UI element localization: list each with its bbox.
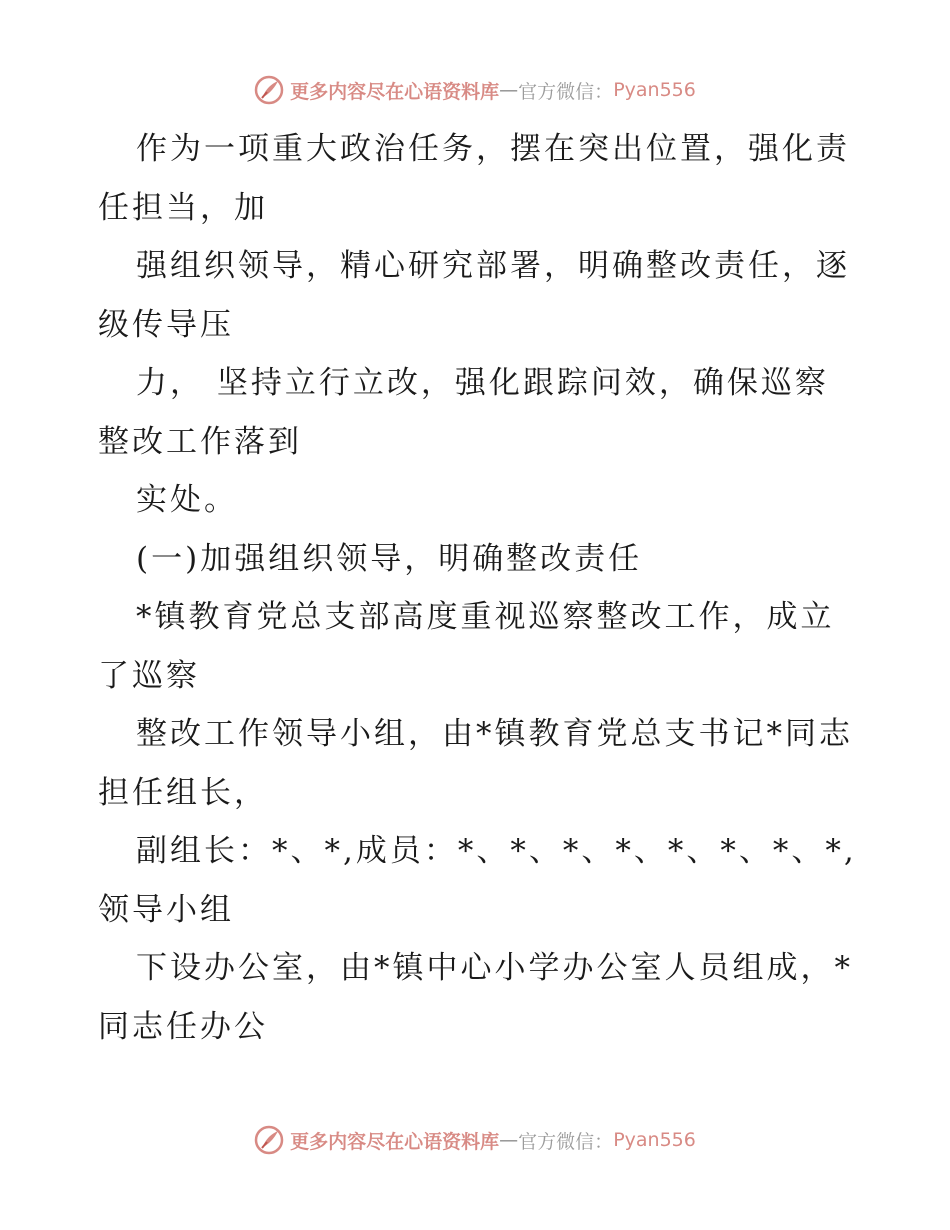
watermark-dash: —	[499, 79, 519, 101]
watermark-dash: —	[499, 1129, 519, 1151]
document-line: 力， 坚持立行立改，强化跟踪问效，确保巡察	[136, 365, 829, 401]
document-line: 副组长：*、*,成员：*、*、*、*、*、*、*、*,	[136, 833, 857, 869]
document-body	[98, 120, 858, 1056]
watermark-wechat-id: Pyan556	[613, 1129, 696, 1151]
watermark-footer	[0, 1120, 950, 1160]
document-line: 任担当，加	[98, 189, 268, 226]
document-line: 担任组长，	[98, 774, 268, 811]
document-line: 整改工作落到	[98, 423, 302, 460]
watermark-brand-text: 更多内容尽在心语资料库	[290, 80, 500, 103]
section-heading: (一)加强组织领导，明确整改责任	[136, 540, 643, 577]
watermark-brand-text: 更多内容尽在心语资料库	[290, 1130, 500, 1153]
watermark-header	[0, 70, 950, 110]
document-line: 整改工作领导小组，由*镇教育党总支书记*同志	[136, 716, 853, 752]
document-line: 作为一项重大政治任务，摆在突出位置，强化责	[136, 131, 850, 167]
document-line: 级传导压	[98, 306, 234, 343]
watermark-wechat-id: Pyan556	[613, 79, 696, 101]
document-line: 了巡察	[98, 657, 200, 694]
document-line: 下设办公室，由*镇中心小学办公室人员组成，*	[136, 950, 853, 986]
document-line: 强组织领导，精心研究部署，明确整改责任，逐	[136, 248, 850, 284]
document-line: 领导小组	[98, 891, 234, 928]
feather-pen-logo-icon	[254, 1125, 284, 1155]
document-line: 同志任办公	[98, 1008, 268, 1045]
document-line: *镇教育党总支部高度重视巡察整改工作，成立	[136, 599, 835, 635]
feather-pen-logo-icon	[254, 75, 284, 105]
document-line: 实处。	[136, 482, 238, 518]
watermark-official-label: 官方微信：	[518, 80, 614, 103]
watermark-official-label: 官方微信：	[518, 1130, 614, 1153]
